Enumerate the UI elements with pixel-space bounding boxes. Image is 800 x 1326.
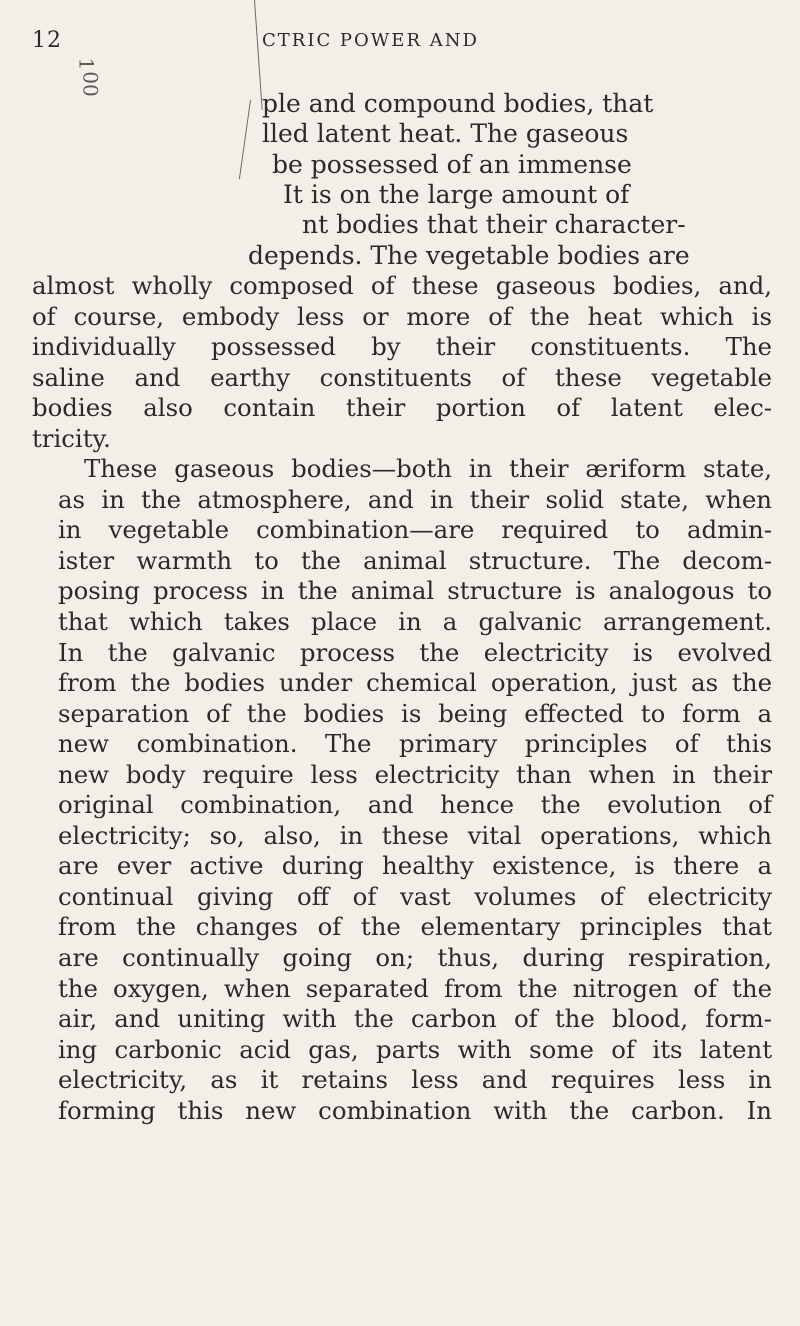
paragraph	[32, 454, 772, 1126]
text-line: as in the atmosphere, and in their solid state, when	[58, 484, 772, 514]
text-line: that which takes place in a galvanic arrangement.	[58, 607, 772, 637]
body-text	[32, 271, 772, 1126]
text-line: almost wholly composed of these gaseous bodies, and,	[32, 271, 772, 300]
torn-line: lled latent heat. The gaseous	[262, 119, 629, 148]
text-line: saline and earthy constituents of these vegetable	[32, 362, 772, 392]
text-line: In the galvanic process the electricity is evolved	[58, 637, 772, 667]
text-line: electricity, as it retains less and requires less in	[58, 1065, 772, 1095]
page-number: 12	[32, 28, 62, 53]
text-line: bodies also contain their portion of latent elec-	[32, 393, 772, 423]
margin-fragment: 1	[74, 57, 99, 71]
text-line: continual giving off of vast volumes of electricity	[58, 881, 772, 911]
text-line: original combination, and hence the evolution of	[58, 790, 772, 820]
torn-line: be possessed of an immense	[272, 150, 632, 179]
text-line: separation of the bodies is being effected to form a	[58, 698, 772, 728]
torn-line: nt bodies that their character-	[302, 210, 686, 239]
text-line: These gaseous bodies—both in their æriform state,	[84, 454, 772, 484]
text-line: from the changes of the elementary principles that	[58, 912, 772, 942]
text-line: new body require less electricity than when in their	[58, 759, 772, 789]
torn-line: ple and compound bodies, that	[262, 89, 654, 118]
text-line: posing process in the animal structure is analogous to	[58, 576, 772, 606]
text-line: individually possessed by their constituents. The	[32, 332, 772, 362]
text-line: ister warmth to the animal structure. The decom-	[58, 545, 772, 575]
paragraph	[32, 271, 772, 454]
margin-fragment: 00	[78, 71, 103, 97]
text-line: air, and uniting with the carbon of the blood, form-	[58, 1004, 772, 1034]
text-line: tricity.	[32, 423, 111, 453]
torn-edge-line	[239, 100, 251, 179]
text-line: in vegetable combination—are required to admin-	[58, 515, 772, 545]
torn-line: It is on the large amount of	[283, 180, 630, 209]
torn-line: depends. The vegetable bodies are	[248, 241, 690, 270]
text-line: electricity; so, also, in these vital operations, which	[58, 820, 772, 850]
running-head: CTRIC POWER AND	[262, 30, 479, 51]
text-line: ing carbonic acid gas, parts with some of its latent	[58, 1034, 772, 1064]
text-line: are ever active during healthy existence, is there a	[58, 851, 772, 881]
text-line: of course, embody less or more of the heat which is	[32, 301, 772, 331]
text-line: forming this new combination with the carbon. In	[58, 1095, 772, 1125]
text-line: from the bodies under chemical operation, just as the	[58, 668, 772, 698]
text-line: are continually going on; thus, during respiration,	[58, 943, 772, 973]
text-line: new combination. The primary principles of this	[58, 729, 772, 759]
text-line: the oxygen, when separated from the nitrogen of the	[58, 973, 772, 1003]
